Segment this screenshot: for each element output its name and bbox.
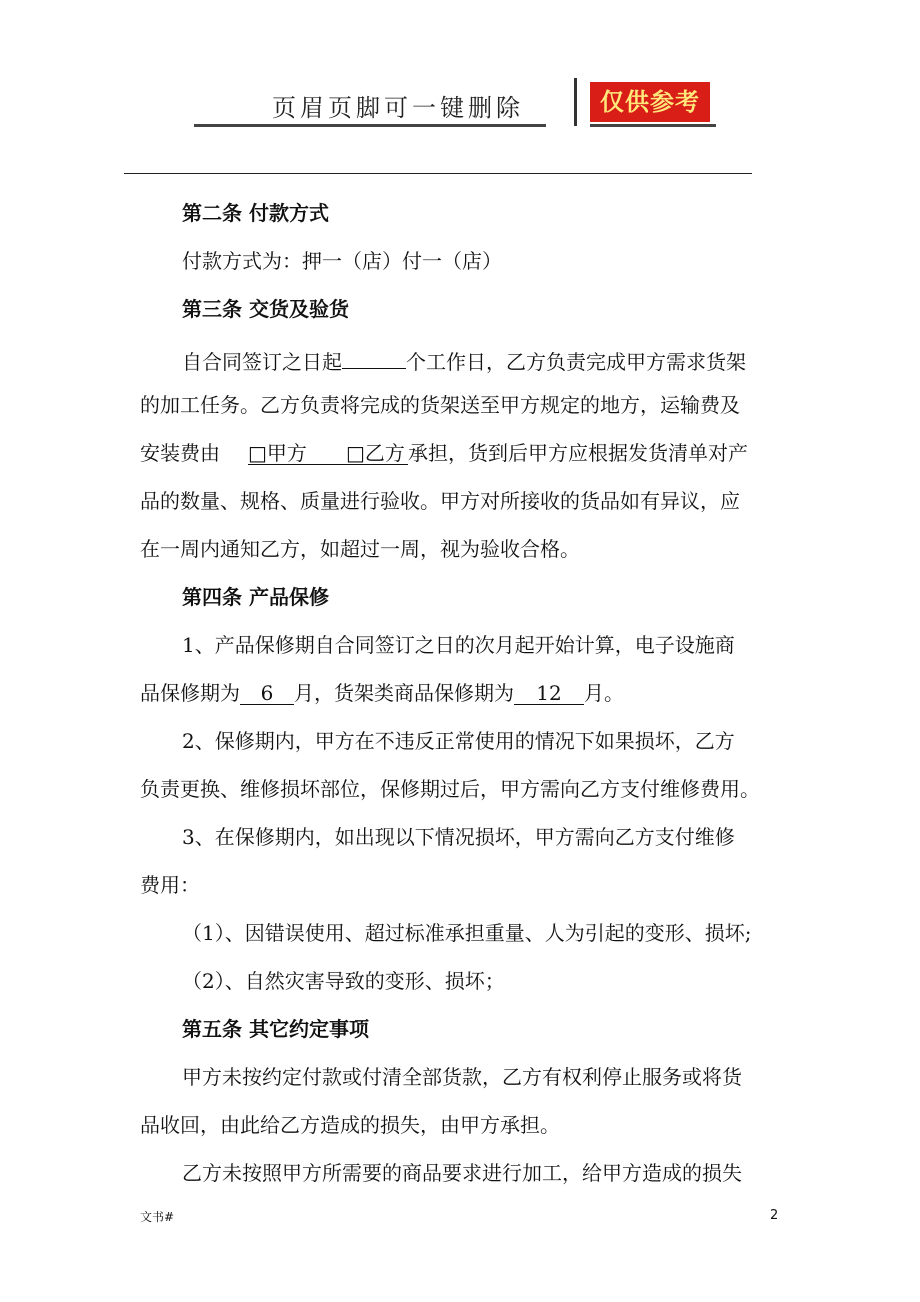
section-3-line-1 [182, 344, 746, 375]
section-2-paragraph: 付款方式为：押一（店）付一（店） [182, 249, 502, 273]
option-party-a-checkbox[interactable]: □甲方 [248, 440, 346, 465]
section-4-item-1-line-1: 1、产品保修期自合同签订之日的次月起开始计算，电子设施商 [182, 633, 735, 657]
warranty-text-a: 品保修期为 [140, 681, 240, 705]
section-5-para-2-line-1: 乙方未按照甲方所需要的商品要求进行加工，给甲方造成的损失 [182, 1161, 742, 1185]
warranty-text-b: 月，货架类商品保修期为 [294, 681, 514, 705]
footer-label: 文书# [140, 1210, 175, 1224]
working-days-blank [342, 344, 406, 369]
section-4-subitem-1: （1）、因错误使用、超过标准承担重量、人为引起的变形、损坏; [182, 921, 752, 945]
section-3-line-3 [140, 440, 748, 466]
header-banner-text: 页眉页脚可一键删除 [272, 94, 524, 122]
reference-only-stamp: 仅供参考 [590, 82, 710, 122]
section-3-line-5: 在一周内通知乙方，如超过一周，视为验收合格。 [140, 537, 580, 561]
header-rule [124, 173, 752, 174]
warranty-text-c: 月。 [584, 681, 624, 705]
header-banner [194, 78, 722, 130]
section-3-line-3-text-a: 安装费由 [140, 441, 220, 465]
header-banner-divider [574, 78, 577, 126]
section-4-item-2-line-1: 2、保修期内，甲方在不违反正常使用的情况下如果损坏，乙方 [182, 729, 735, 753]
section-3-line-1-text-a: 自合同签订之日起 [182, 350, 342, 374]
shelf-warranty-months: 12 [514, 680, 584, 705]
section-4-item-2-line-2: 负责更换、维修损坏部位，保修期过后，甲方需向乙方支付维修费用。 [140, 777, 760, 801]
section-3-line-4: 品的数量、规格、质量进行验收。甲方对所接收的货品如有异议，应 [140, 489, 740, 513]
section-3-line-2: 的加工任务。乙方负责将完成的货架送至甲方规定的地方，运输费及 [140, 393, 740, 417]
section-4-heading: 第四条 产品保修 [182, 585, 329, 609]
section-3-line-1-text-b: 个工作日，乙方负责完成甲方需求货架 [406, 350, 746, 374]
stamp-underline [590, 124, 716, 127]
section-4-item-3-line-1: 3、在保修期内，如出现以下情况损坏，甲方需向乙方支付维修 [182, 825, 735, 849]
section-4-subitem-2: （2）、自然灾害导致的变形、损坏； [182, 969, 505, 993]
section-3-line-3-text-b: 承担，货到后甲方应根据发货清单对产 [408, 441, 748, 465]
section-3-heading: 第三条 交货及验货 [182, 297, 349, 321]
section-5-para-1-line-1: 甲方未按约定付款或付清全部货款，乙方有权利停止服务或将货 [182, 1065, 742, 1089]
electronics-warranty-months: 6 [240, 680, 294, 705]
page-number: 2 [770, 1208, 779, 1223]
section-2-heading: 第二条 付款方式 [182, 201, 329, 225]
section-5-para-1-line-2: 品收回，由此给乙方造成的损失，由甲方承担。 [140, 1113, 560, 1137]
section-4-item-1-line-2 [140, 680, 624, 706]
option-party-b-checkbox[interactable]: □乙方 [346, 440, 408, 465]
section-4-item-3-line-2: 费用： [140, 873, 200, 897]
header-banner-underline [194, 124, 546, 127]
section-5-heading: 第五条 其它约定事项 [182, 1017, 369, 1041]
